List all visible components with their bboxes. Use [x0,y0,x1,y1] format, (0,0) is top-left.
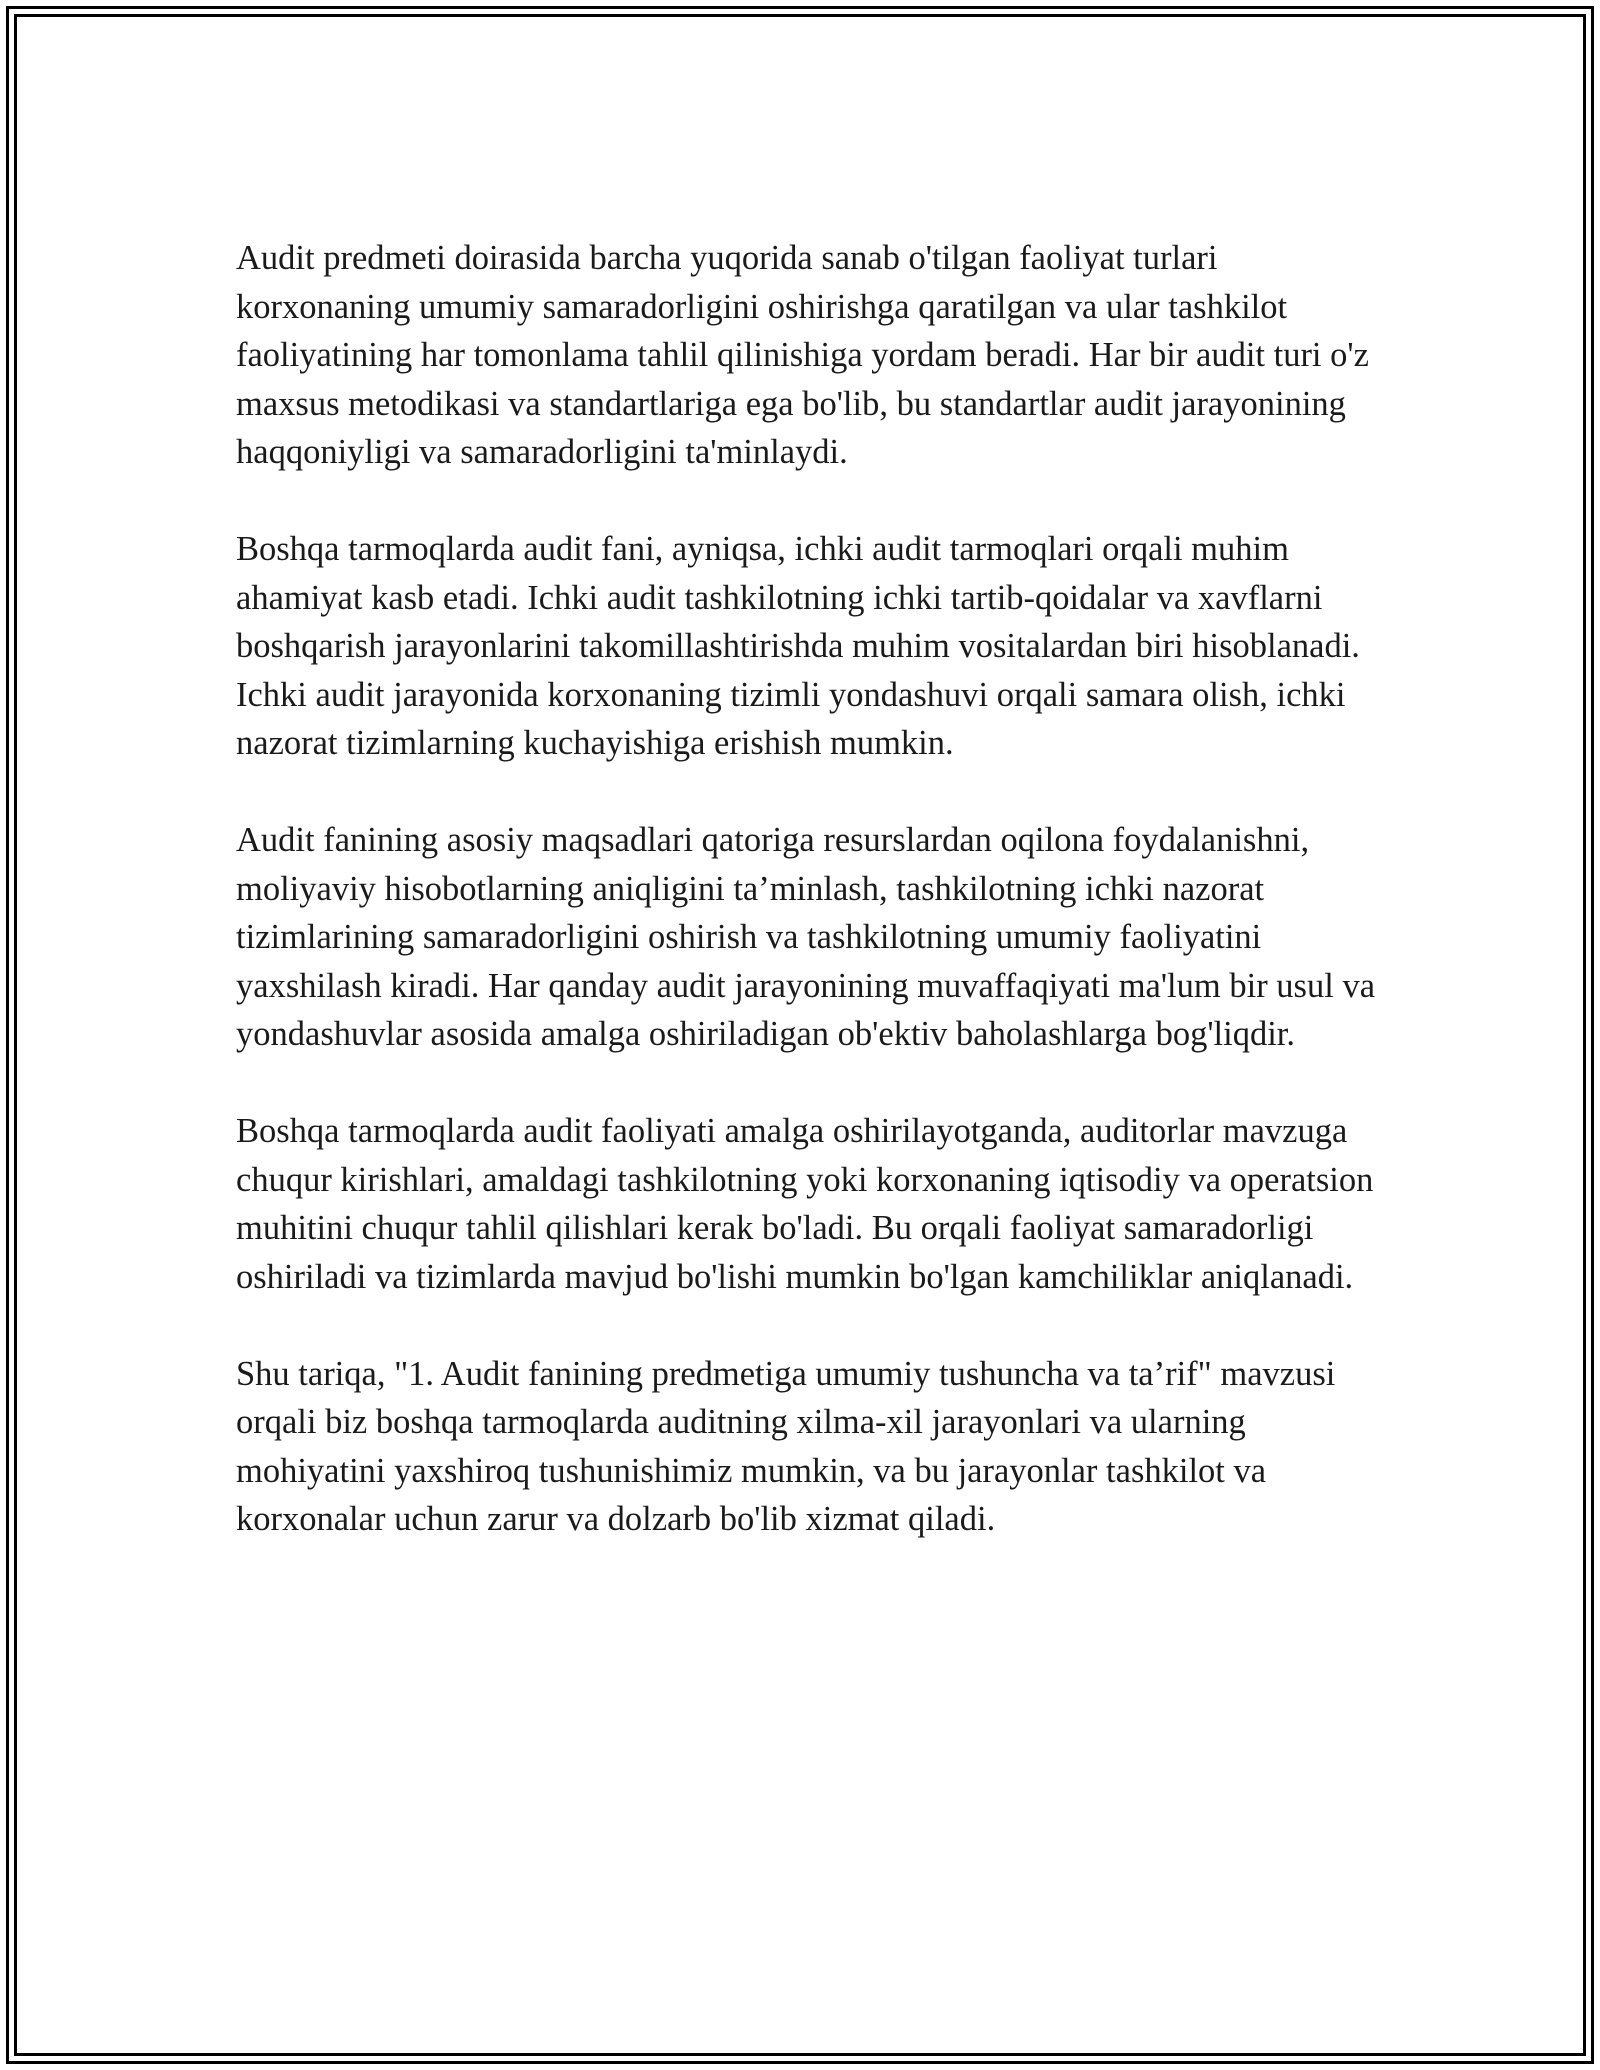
paragraph-2: Boshqa tarmoqlarda audit fani, ayniqsa, ichki audit tarmoqlari orqali muhim ahamiyat kasb etadi. Ichki audit tashkilotning ichki tartib-qoidalar va xavflarni boshqarish jarayonlarini takomillashtirishda muhim vositalardan biri hisoblanadi. Ichki audit jarayonida korxonaning tizimli yondashuvi orqali samara olish, ichki nazorat tizimlarning kuchayishiga erishish mumkin. [236,530,1360,762]
paragraph-5: Shu tariqa, "1. Audit fanining predmetiga umumiy tushuncha va ta’rif" mavzusi orqali biz boshqa tarmoqlarda auditning xilma-xil jarayonlari va ularning mohiyatini yaxshiroq tushunishimiz mumkin, va bu jarayonlar tashkilot va korxonalar uchun zarur va dolzarb bo'lib xizmat qiladi. [236,1354,1336,1538]
paragraph-3: Audit fanining asosiy maqsadlari qatoriga resurslardan oqilona foydalanishni, moliyaviy hisobotlarning aniqligini ta’minlash, tashkilotning ichki nazorat tizimlarining samaradorligini oshirish va tashkilotning umumiy faoliyatini yaxshilash kiradi. Har qanday audit jarayonining muvaffaqiyati ma'lum bir usul va yondashuvlar asosida amalga oshiriladigan ob'ektiv baholashlarga bog'liqdir. [236,821,1376,1053]
document-body [236,234,1376,1544]
paragraph-1: Audit predmeti doirasida barcha yuqorida sanab o'tilgan faoliyat turlari korxonaning umumiy samaradorligini oshirishga qaratilgan va ular tashkilot faoliyatining har tomonlama tahlil qilinishiga yordam beradi. Har bir audit turi o'z maxsus metodikasi va standartlariga ega bo'lib, bu standartlar audit jarayonining haqqoniyligi va samaradorligini ta'minlaydi. [236,239,1369,471]
paragraph-4: Boshqa tarmoqlarda audit faoliyati amalga oshirilayotganda, auditorlar mavzuga chuqur kirishlari, amaldagi tashkilotning yoki korxonaning iqtisodiy va operatsion muhitini chuqur tahlil qilishlari kerak bo'ladi. Bu orqali faoliyat samaradorligi oshiriladi va tizimlarda mavjud bo'lishi mumkin bo'lgan kamchiliklar aniqlanadi. [236,1112,1374,1296]
